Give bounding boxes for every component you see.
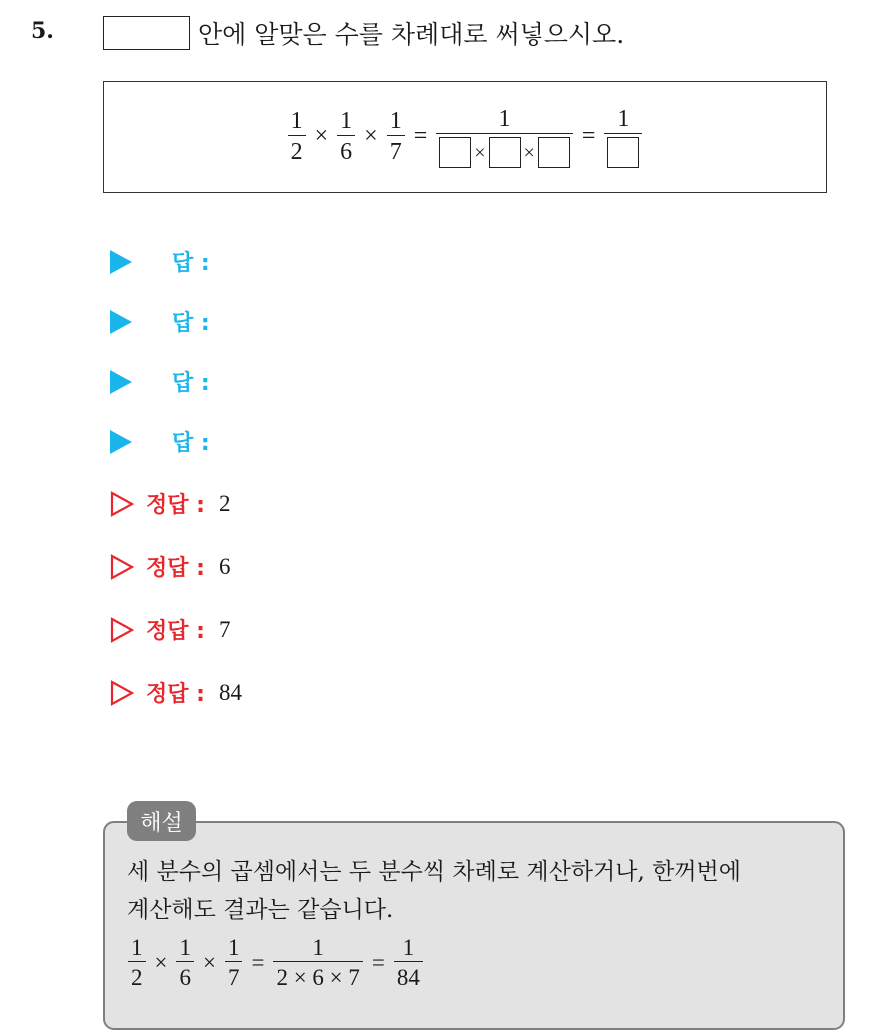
question-text: 안에 알맞은 수를 차례대로 써넣으시오. (198, 20, 625, 49)
correct-answer-1 (110, 488, 230, 519)
answer-label: 답 : (172, 251, 210, 276)
fraction-numerator: 1 (389, 108, 402, 135)
correct-answer-4 (110, 677, 242, 708)
fraction-numerator: 1 (227, 935, 240, 960)
fraction-blank-product (436, 106, 573, 168)
fraction-1-2 (128, 935, 146, 991)
answer-label: 답 : (172, 311, 210, 336)
fraction-1-7 (387, 108, 405, 166)
fraction-denominator: 2 (288, 135, 306, 165)
fraction-denominator: 2 × 6 × 7 (273, 961, 362, 990)
answer-label: 답 : (172, 431, 210, 456)
explanation-line-1: 세 분수의 곱셈에서는 두 분수씩 차례로 계산하거나, 한꺼번에 (127, 859, 741, 885)
fraction-numerator: 1 (312, 935, 324, 960)
answer-line-1 (110, 246, 210, 277)
formula (285, 106, 646, 168)
fraction-numerator: 1 (498, 105, 511, 132)
fraction-denominator: 7 (387, 135, 405, 165)
outline-triangle-icon (110, 554, 134, 580)
times-sign: × (314, 123, 329, 150)
equals-sign: = (371, 949, 385, 975)
question-prompt (103, 15, 624, 51)
fraction-denominator: 6 (337, 135, 355, 165)
blank-product-denominator (436, 133, 573, 168)
play-triangle-icon (110, 430, 132, 454)
outline-triangle-icon (110, 491, 134, 517)
answer-blank-box (103, 16, 190, 50)
correct-label: 정답 : (146, 493, 205, 518)
fraction-numerator: 1 (617, 105, 630, 132)
fraction-1-7 (225, 935, 243, 991)
fraction-denominator: 6 (176, 961, 194, 990)
times-sign: × (523, 141, 535, 164)
equals-sign: = (581, 123, 596, 150)
fraction-numerator: 1 (340, 108, 353, 135)
fraction-denominator: 84 (394, 961, 423, 990)
fraction-denominator: 7 (225, 961, 243, 990)
play-triangle-icon (110, 370, 132, 394)
equals-sign: = (251, 949, 265, 975)
fraction-1-84 (394, 935, 423, 991)
blank-box-4 (607, 137, 639, 168)
fraction-1-6 (176, 935, 194, 991)
correct-value: 7 (218, 616, 231, 642)
fraction-1-over-product (273, 935, 362, 991)
fraction-1-2 (288, 108, 306, 166)
play-triangle-icon (110, 250, 132, 274)
play-triangle-icon (110, 310, 132, 334)
equals-sign: = (413, 123, 428, 150)
times-sign: × (154, 949, 168, 975)
correct-answer-2 (110, 551, 230, 582)
fraction-denominator: 2 (128, 961, 146, 990)
explanation-tag: 해설 (127, 801, 196, 841)
correct-value: 6 (218, 553, 231, 579)
answer-line-2 (110, 306, 210, 337)
correct-label: 정답 : (146, 619, 205, 644)
answer-line-3 (110, 366, 210, 397)
times-sign: × (474, 141, 486, 164)
correct-answer-3 (110, 614, 230, 645)
fraction-numerator: 1 (179, 935, 191, 960)
times-sign: × (202, 949, 216, 975)
explanation-line-2: 계산해도 결과는 같습니다. (127, 897, 394, 923)
formula-box (103, 81, 827, 193)
outline-triangle-icon (110, 680, 134, 706)
correct-label: 정답 : (146, 556, 205, 581)
fraction-numerator: 1 (131, 935, 143, 960)
blank-box-3 (538, 137, 570, 168)
fraction-1-6 (337, 108, 355, 166)
explanation-text (127, 853, 827, 929)
question-number: 5. (31, 18, 54, 44)
blank-box-1 (439, 137, 471, 168)
outline-triangle-icon (110, 617, 134, 643)
explanation-formula (125, 935, 426, 991)
answer-line-4 (110, 426, 210, 457)
correct-value: 84 (218, 679, 242, 705)
fraction-numerator: 1 (290, 108, 303, 135)
times-sign: × (364, 123, 378, 150)
correct-label: 정답 : (146, 682, 205, 707)
blank-box-2 (489, 137, 521, 168)
correct-value: 2 (218, 490, 231, 516)
blank-result-denominator (604, 133, 642, 168)
fraction-numerator: 1 (402, 935, 415, 960)
answer-label: 답 : (172, 371, 210, 396)
fraction-blank-result (604, 106, 642, 168)
